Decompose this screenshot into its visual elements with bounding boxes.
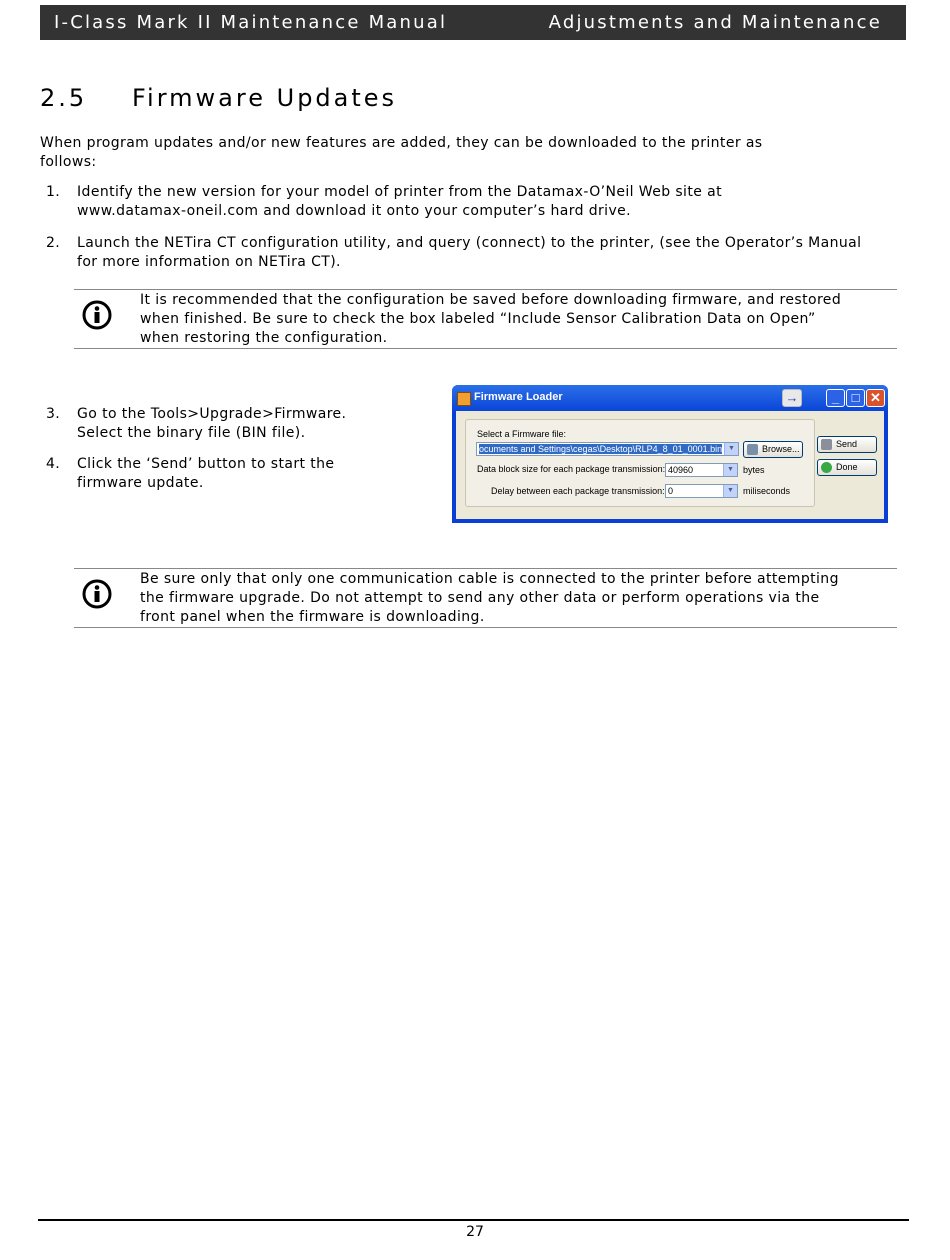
note-line: the firmware upgrade. Do not attempt to send any other data or perform operations via the bbox=[140, 590, 820, 606]
send-button[interactable] bbox=[817, 436, 877, 453]
send-button-label: Send bbox=[836, 439, 858, 449]
delay-value: 0 bbox=[668, 486, 674, 496]
arrow-right-icon[interactable]: → bbox=[782, 389, 802, 407]
step-line: Launch the NETira CT configuration utility, and query (connect) to the printer, (see the Operator’s Manual bbox=[77, 235, 862, 251]
intro-paragraph: When program updates and/or new features are added, they can be downloaded to the printer as follows: bbox=[40, 135, 763, 170]
chevron-down-icon[interactable]: ▼ bbox=[724, 443, 738, 455]
step-line: Identify the new version for your model of printer from the Datamax-O’Neil Web site at bbox=[77, 184, 722, 200]
window-client-area bbox=[456, 411, 884, 519]
list-item bbox=[46, 234, 906, 274]
block-size-combo[interactable] bbox=[665, 463, 738, 477]
step-line: for more information on NETira CT). bbox=[77, 254, 341, 270]
delay-combo[interactable] bbox=[665, 484, 738, 498]
page-number: 27 bbox=[466, 1224, 484, 1240]
step-number: 1. bbox=[46, 184, 61, 200]
info-icon bbox=[82, 300, 112, 330]
note-text bbox=[140, 570, 890, 627]
page-header bbox=[40, 5, 906, 40]
step-number: 3. bbox=[46, 406, 61, 422]
note-line: front panel when the firmware is downloading. bbox=[140, 609, 485, 625]
header-manual-title: I-Class Mark II Maintenance Manual bbox=[54, 12, 448, 33]
minimize-button[interactable]: _ bbox=[826, 389, 845, 407]
step-number: 4. bbox=[46, 456, 61, 472]
done-button-label: Done bbox=[836, 462, 858, 472]
folder-icon bbox=[747, 444, 758, 455]
delay-unit: miliseconds bbox=[743, 486, 791, 496]
note-line: when finished. Be sure to check the box labeled “Include Sensor Calibration Data on Open” bbox=[140, 311, 816, 327]
browse-button-label: Browse... bbox=[762, 444, 800, 454]
file-path-value: ocuments and Settings\cegas\Desktop\RLP4_8_01_0001.bin bbox=[479, 444, 723, 454]
step-text bbox=[77, 455, 334, 493]
window-titlebar bbox=[452, 385, 888, 411]
step-number: 2. bbox=[46, 235, 61, 251]
firmware-loader-window bbox=[452, 385, 888, 523]
note-text bbox=[140, 291, 890, 348]
step-text bbox=[77, 405, 346, 443]
close-button[interactable]: ✕ bbox=[866, 389, 885, 407]
info-note bbox=[74, 289, 897, 349]
app-icon bbox=[457, 392, 471, 406]
note-line: Be sure only that only one communication cable is connected to the printer before attempting bbox=[140, 571, 839, 587]
note-line: when restoring the configuration. bbox=[140, 330, 388, 346]
done-button[interactable] bbox=[817, 459, 877, 476]
maximize-button[interactable]: □ bbox=[846, 389, 865, 407]
delay-label: Delay between each package transmission: bbox=[491, 486, 665, 496]
settings-group bbox=[465, 419, 815, 507]
step-text bbox=[77, 234, 861, 272]
list-item bbox=[46, 183, 906, 223]
browse-button[interactable] bbox=[743, 441, 803, 458]
block-size-label: Data block size for each package transmission: bbox=[477, 464, 666, 474]
block-size-value: 40960 bbox=[668, 465, 694, 475]
step-line: Select the binary file (BIN file). bbox=[77, 425, 306, 441]
step-line: www.datamax-oneil.com and download it onto your computer’s hard drive. bbox=[77, 203, 632, 219]
section-number: 2.5 bbox=[40, 84, 88, 112]
section-heading bbox=[40, 84, 397, 112]
check-icon bbox=[821, 462, 832, 473]
step-line: Go to the Tools>Upgrade>Firmware. bbox=[77, 406, 347, 422]
step-text bbox=[77, 183, 722, 221]
list-item bbox=[46, 405, 426, 445]
footer-divider bbox=[38, 1219, 909, 1221]
list-item bbox=[46, 455, 426, 495]
note-line: It is recommended that the configuration be saved before downloading firmware, and restored bbox=[140, 292, 842, 308]
section-title: Firmware Updates bbox=[132, 84, 398, 112]
chevron-down-icon[interactable]: ▼ bbox=[723, 464, 737, 476]
printer-icon bbox=[821, 439, 832, 450]
window-title: Firmware Loader bbox=[474, 391, 563, 403]
header-chapter-title: Adjustments and Maintenance bbox=[548, 12, 882, 33]
firmware-file-combo[interactable] bbox=[476, 442, 739, 456]
chevron-down-icon[interactable]: ▼ bbox=[723, 485, 737, 497]
block-size-unit: bytes bbox=[743, 465, 765, 475]
warning-note bbox=[74, 568, 897, 628]
select-file-label: Select a Firmware file: bbox=[477, 429, 567, 439]
step-line: Click the ‘Send’ button to start the bbox=[77, 456, 335, 472]
info-icon bbox=[82, 579, 112, 609]
step-line: firmware update. bbox=[77, 475, 204, 491]
